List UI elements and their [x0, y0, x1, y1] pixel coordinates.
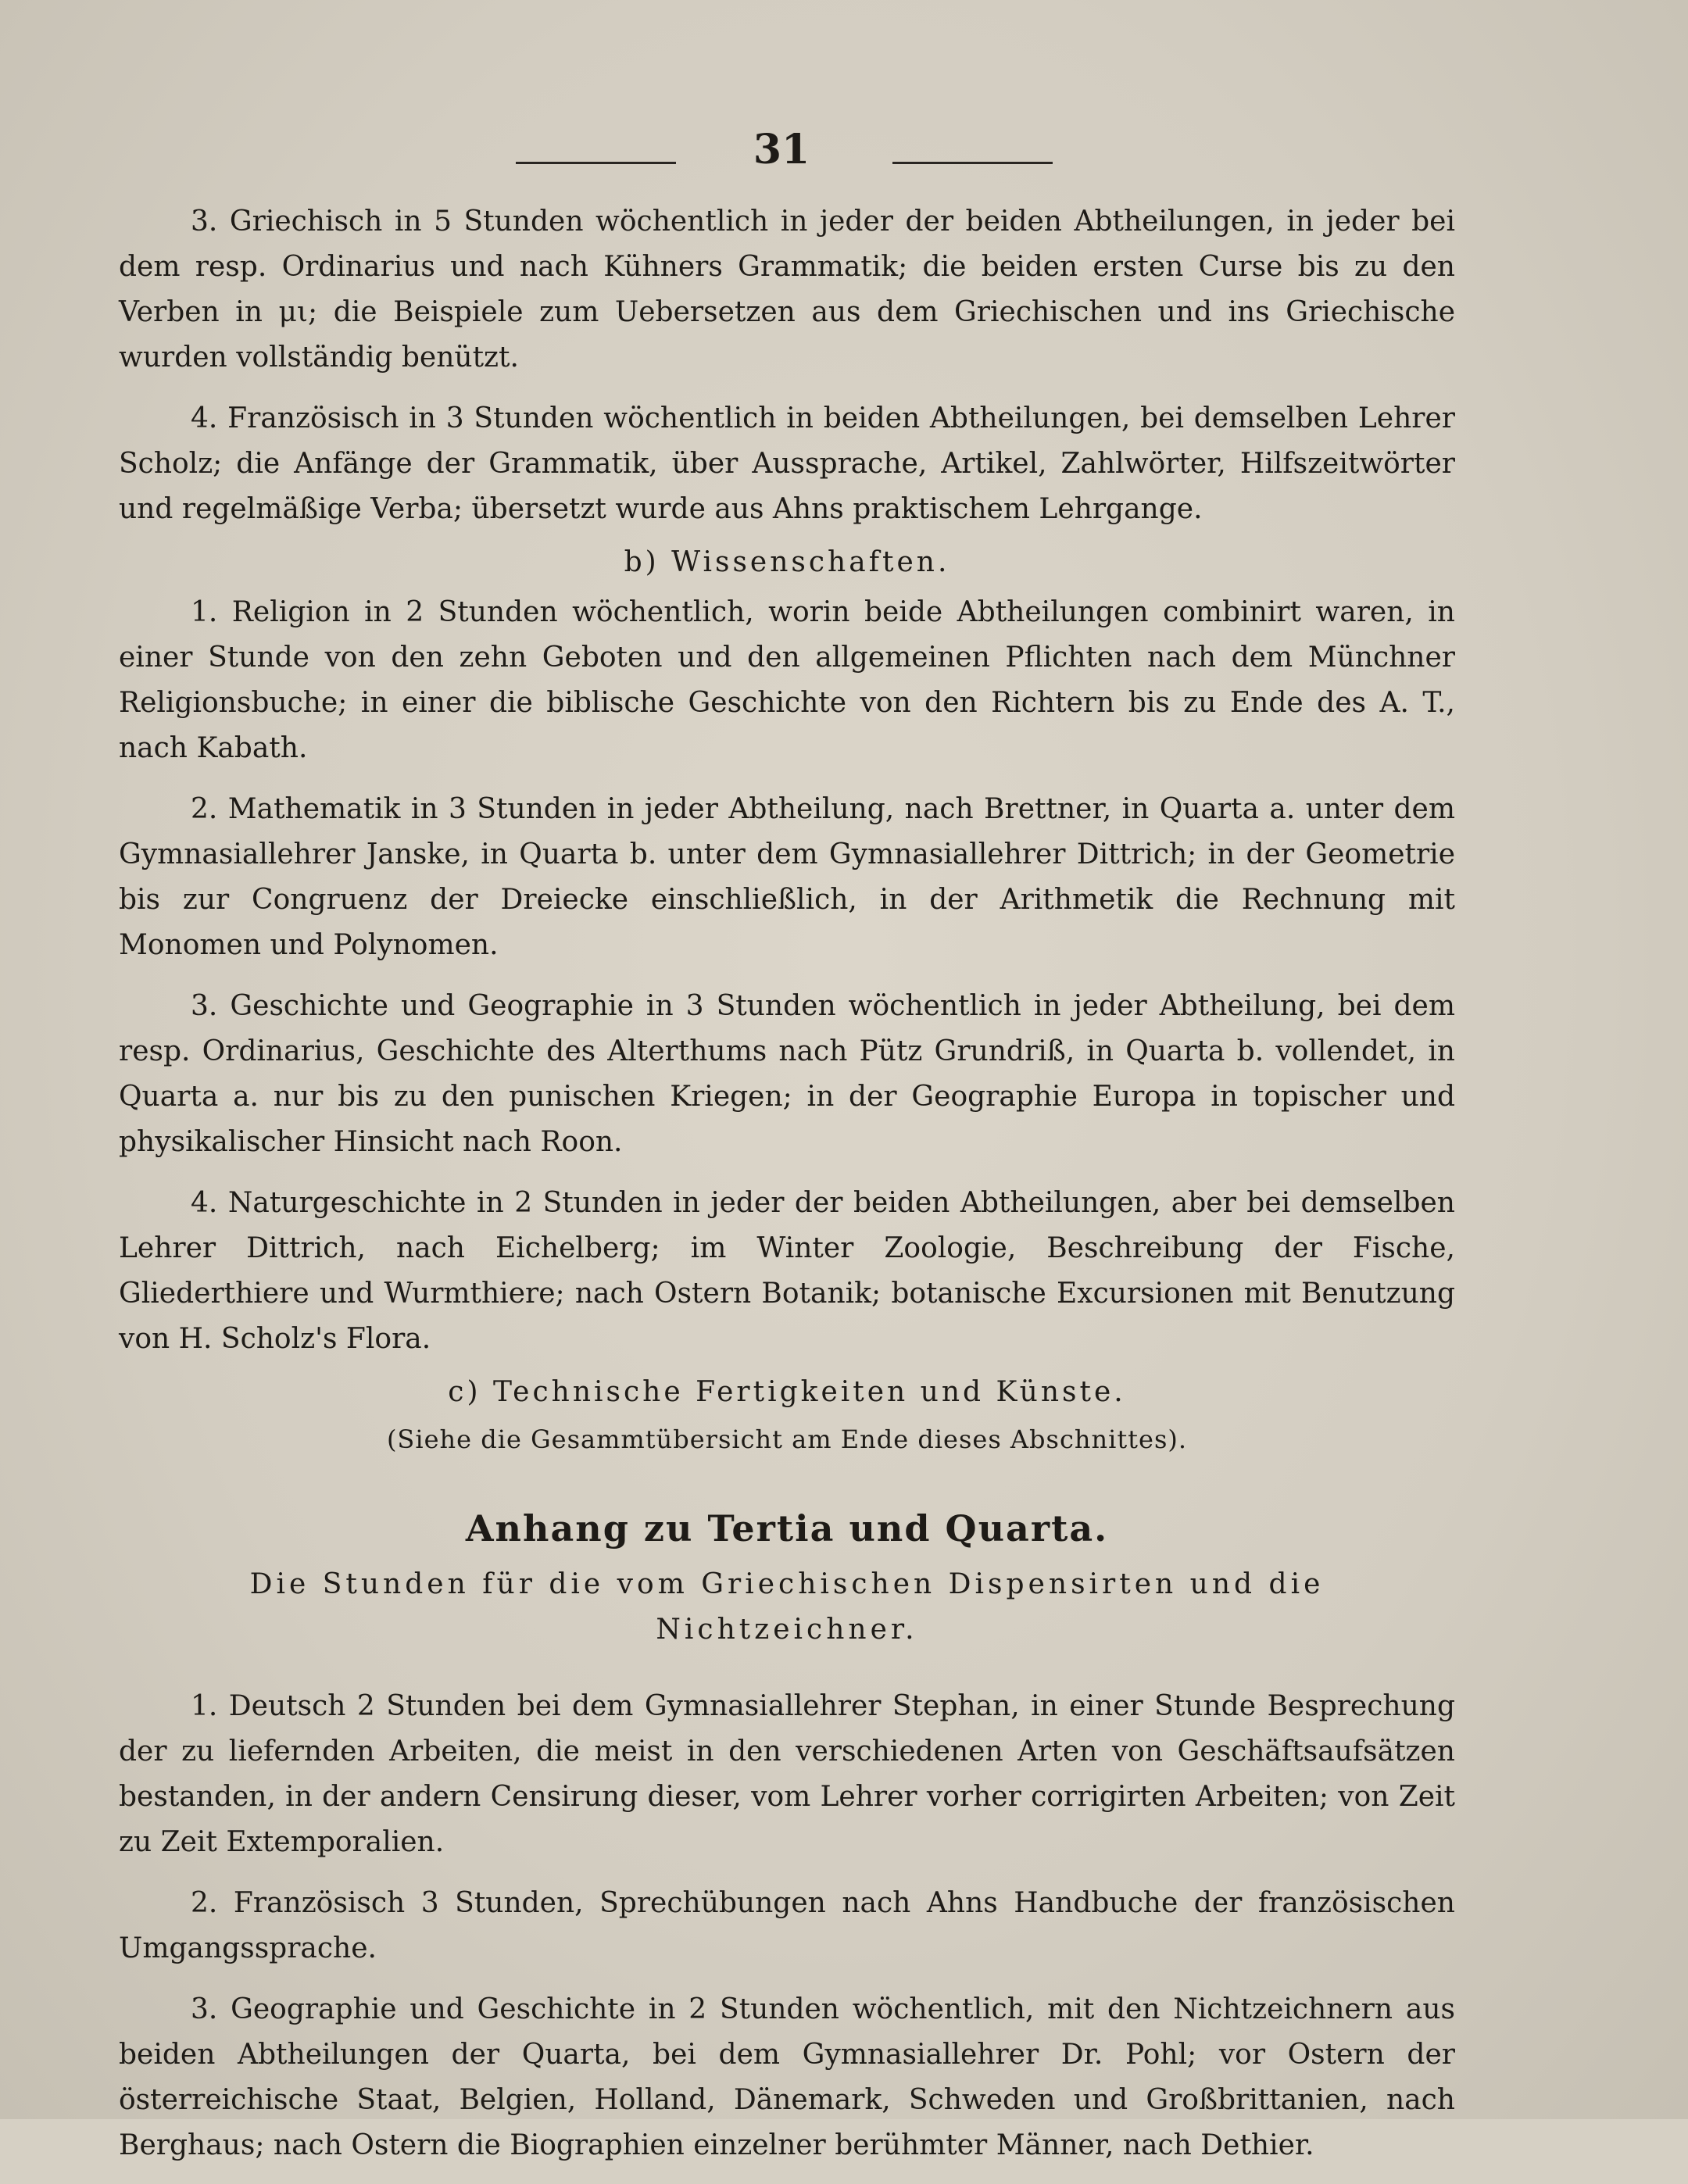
page-body	[119, 199, 1455, 2184]
paragraph-greek: 3. Griechisch in 5 Stunden wöchentlich in jeder der beiden Abtheilungen, in jeder bei dem resp. Ordinarius und nach Kühners Grammatik; die beiden ersten Curse bis zu den Verben in μι; die Beispiele zum Uebersetzen aus dem Griechischen und ins Griechische wurden vollständig benützt.	[119, 206, 1455, 374]
paragraph-mathematics: 2. Mathematik in 3 Stunden in jeder Abtheilung, nach Brettner, in Quarta a. unter dem Gymnasiallehrer Janske, in Quarta b. unter dem Gymnasiallehrer Dittrich; in der Geometrie bis zur Congruenz der Dreiecke einschließlich, in der Arithmetik die Rechnung mit Monomen und Polynomen.	[119, 793, 1455, 961]
paragraph-natural-history: 4. Naturgeschichte in 2 Stunden in jeder der beiden Abtheilungen, aber bei demselben Lehrer Dittrich, nach Eichelberg; im Winter Zoologie, Beschreibung der Fische, Gliederthiere und Wurmthiere; nach Ostern Botanik; botanische Excursionen mit Benutzung von H. Scholz's Flora.	[119, 1187, 1455, 1355]
page-number: 31	[753, 126, 810, 173]
paragraph-religion: 1. Religion in 2 Stunden wöchentlich, worin beide Abtheilungen combinirt waren, in einer Stunde von den zehn Geboten und den allgemeinen Pflichten nach dem Münchner Religionsbuche; in einer die biblische Geschichte von den Richtern bis zu Ende des A. T., nach Kabath.	[119, 596, 1455, 764]
paragraph-german: 1. Deutsch 2 Stunden bei dem Gymnasiallehrer Stephan, in einer Stunde Besprechung der zu liefernden Arbeiten, die meist in den verschiedenen Arten von Geschäftsaufsätzen bestanden, in der andern Censirung dieser, vom Lehrer vorher corrigirten Arbeiten; von Zeit zu Zeit Extemporalien.	[119, 1690, 1455, 1858]
section-heading-b: b) Wissenschaften.	[624, 546, 950, 578]
page-header	[0, 117, 1688, 188]
header-rule-right	[892, 162, 1053, 164]
paragraph-history-geography: 3. Geschichte und Geographie in 3 Stunden wöchentlich in jeder Abtheilung, bei dem resp. Ordinarius, Geschichte des Alterthums nach Pütz Grundriß, in Quarta b. vollendet, in Quarta a. nur bis zu den punischen Kriegen; in der Geographie Europa in topischer und physikalischer Hinsicht nach Roon.	[119, 990, 1455, 1158]
paragraph-french-conversation: 2. Französisch 3 Stunden, Sprechübungen nach Ahns Handbuche der französischen Umgangssprache.	[119, 1887, 1455, 1964]
appendix-title: Anhang zu Tertia und Quarta.	[465, 1507, 1109, 1550]
paragraph-geography-history: 3. Geographie und Geschichte in 2 Stunden wöchentlich, mit den Nichtzeichnern aus beiden Abtheilungen der Quarta, bei dem Gymnasiallehrer Dr. Pohl; vor Ostern der österreichische Staat, Belgien, Holland, Dänemark, Schweden und Großbrittanien, nach Berghaus; nach Ostern die Biographien einzelner berühmter Männer, nach Dethier.	[119, 1993, 1455, 2161]
header-rule-left	[516, 162, 676, 164]
section-heading-c: c) Technische Fertigkeiten und Künste.	[448, 1376, 1126, 1408]
section-c-note: (Siehe die Gesammtübersicht am Ende dieses Abschnittes).	[386, 1424, 1188, 1454]
appendix-subtitle: Die Stunden für die vom Griechischen Dispensirten und die Nichtzeichner.	[249, 1568, 1325, 1646]
paragraph-french: 4. Französisch in 3 Stunden wöchentlich in beiden Abtheilungen, bei demselben Lehrer Scholz; die Anfänge der Grammatik, über Aussprache, Artikel, Zahlwörter, Hilfszeitwörter und regelmäßige Verba; übersetzt wurde aus Ahns praktischem Lehrgange.	[119, 402, 1455, 525]
